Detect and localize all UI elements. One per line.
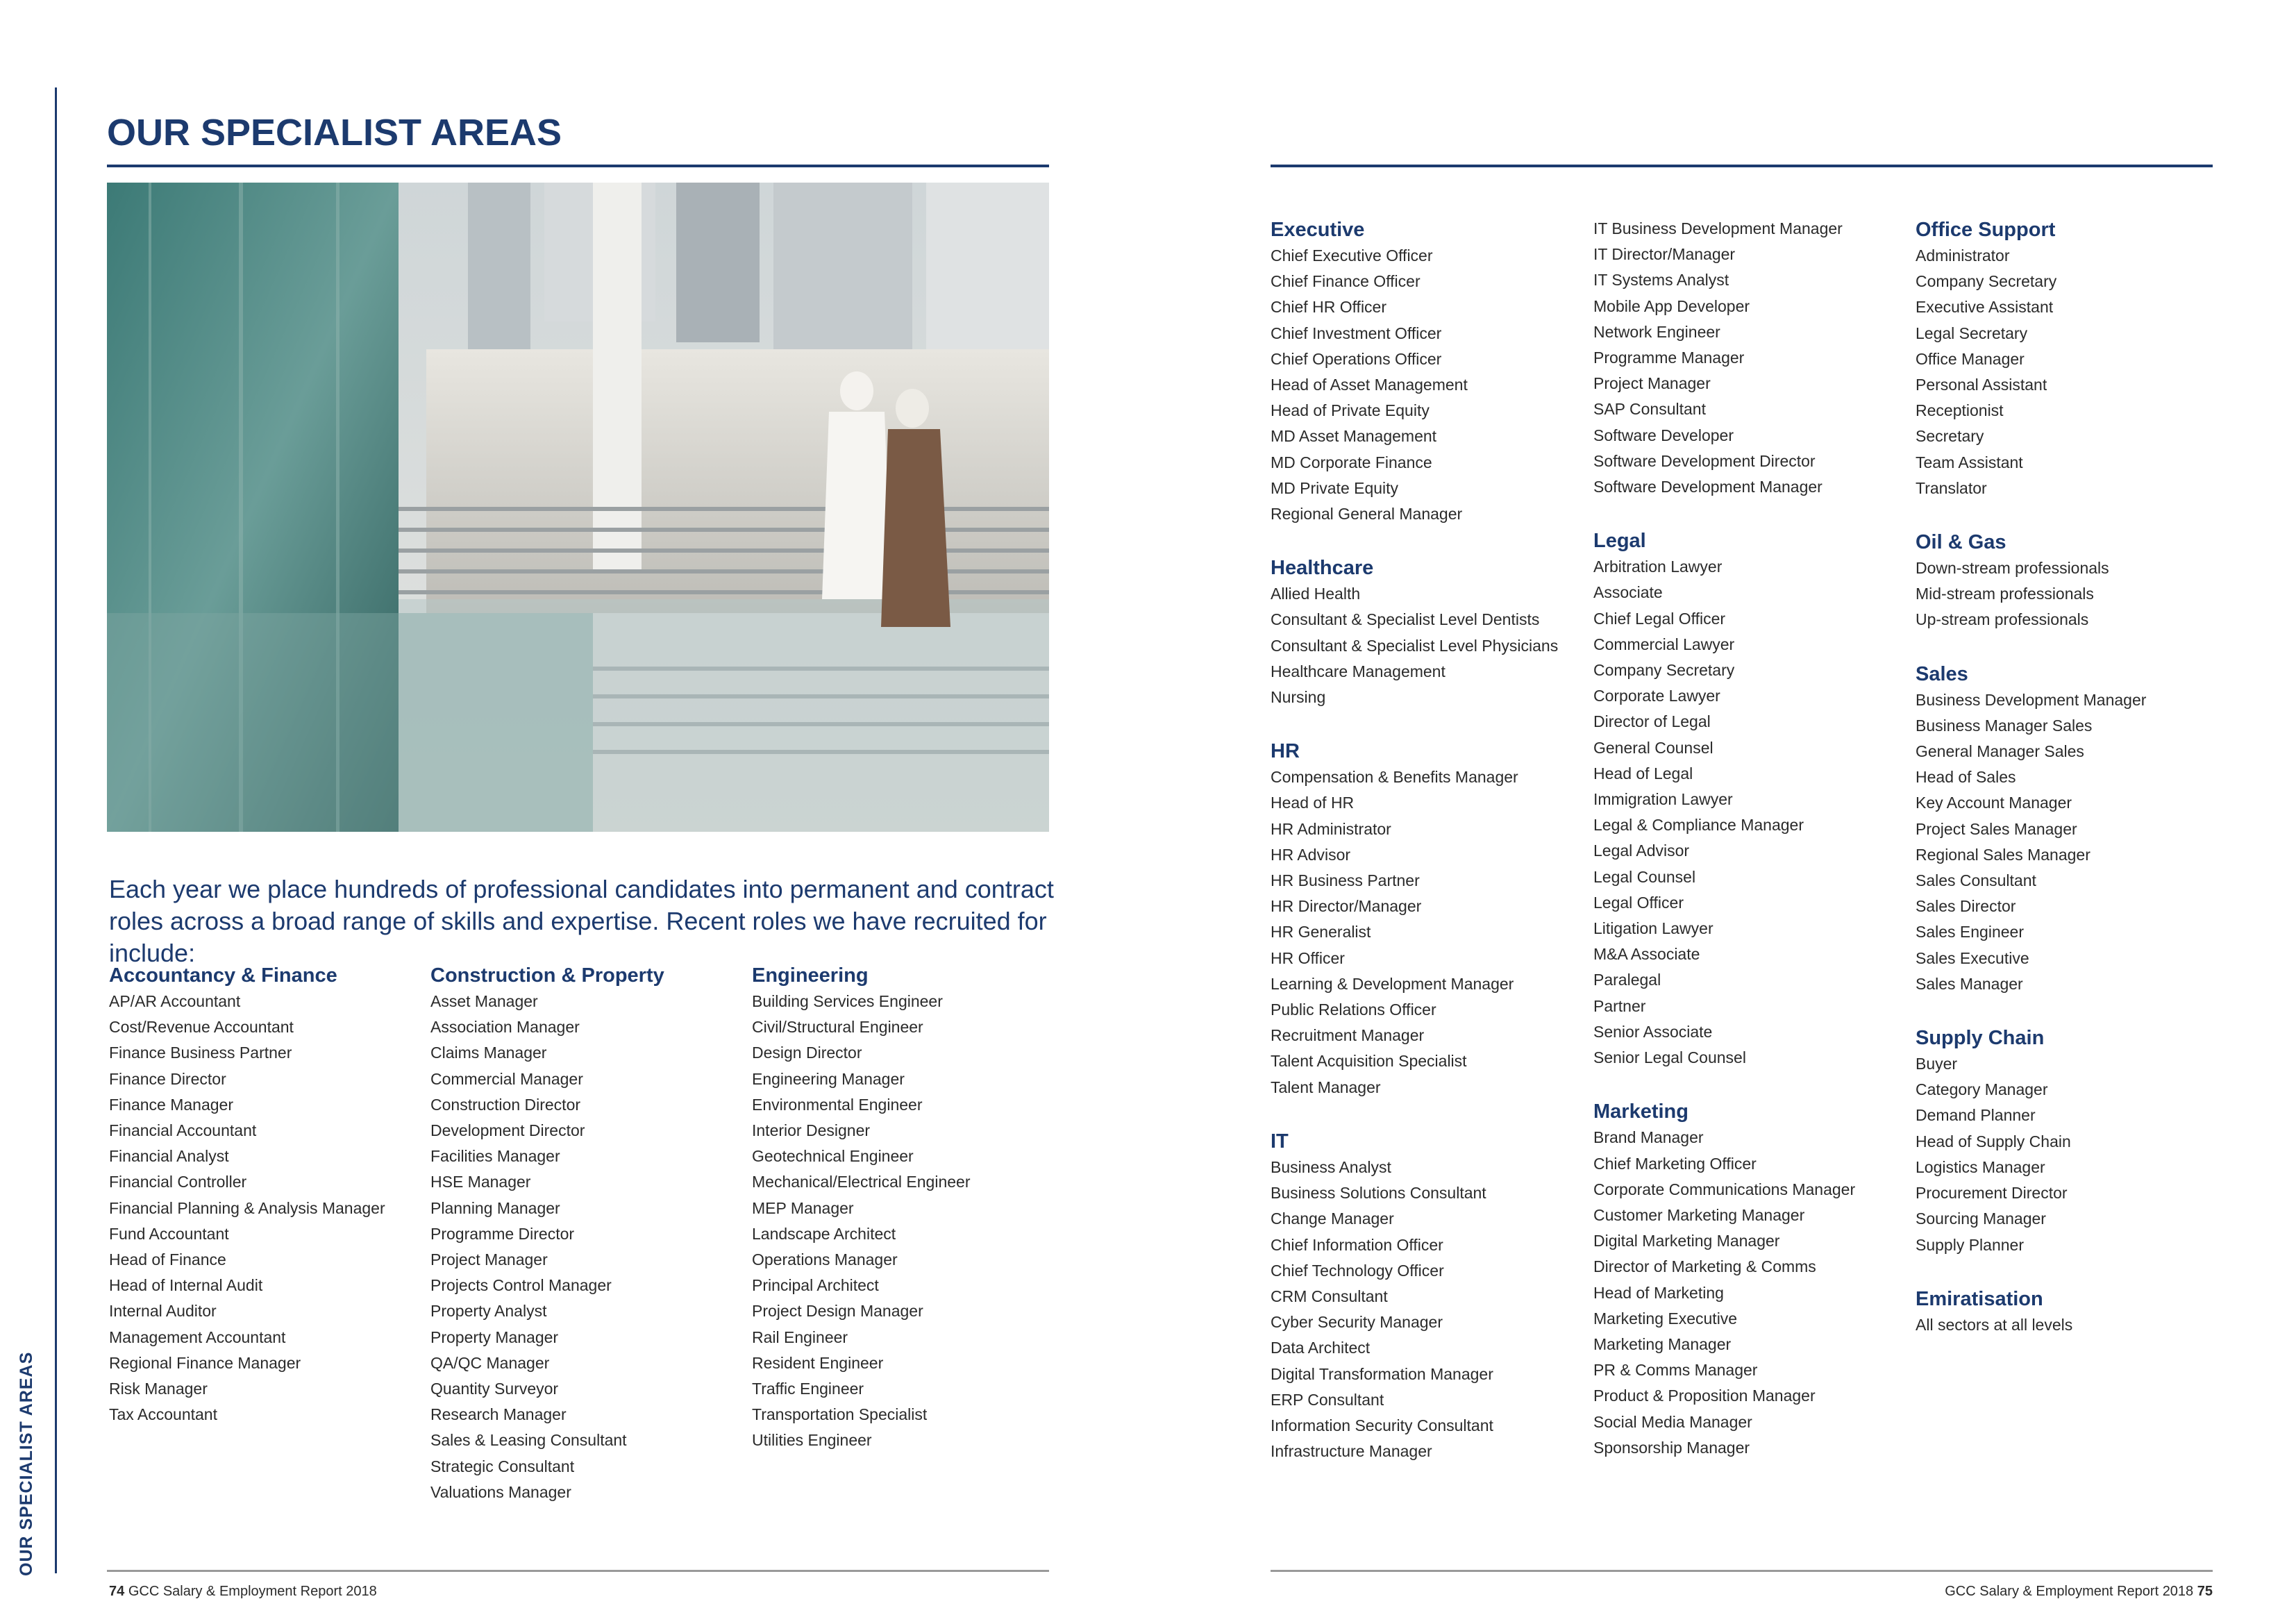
role-list [1916, 687, 2228, 997]
role-list [430, 989, 743, 1505]
list-item: Traffic Engineer [752, 1380, 864, 1398]
list-item: Business Analyst [1271, 1157, 1391, 1176]
list-item: ERP Consultant [1271, 1390, 1384, 1409]
list-item: Learning & Development Manager [1271, 974, 1514, 993]
list-item: Recruitment Manager [1271, 1026, 1425, 1045]
list-item: Translator [1916, 478, 1987, 497]
list-item: Sales & Leasing Consultant [430, 1431, 627, 1450]
list-item: Regional Finance Manager [109, 1353, 301, 1372]
list-item: HR Director/Manager [1271, 897, 1422, 916]
list-item: IT Business Development Manager [1593, 219, 1843, 237]
list-item: Strategic Consultant [430, 1457, 575, 1475]
list-item: Mid-stream professionals [1916, 585, 2094, 603]
list-item: Executive Assistant [1916, 298, 2054, 317]
list-item: Customer Marketing Manager [1593, 1205, 1805, 1224]
list-item: Research Manager [430, 1405, 567, 1424]
list-item: MEP Manager [752, 1198, 854, 1217]
list-item: Finance Manager [109, 1095, 233, 1114]
list-item: MD Asset Management [1271, 427, 1437, 446]
list-item: Commercial Manager [430, 1069, 583, 1088]
section-title: IT [1271, 1130, 1289, 1153]
list-item: Head of Sales [1916, 768, 2016, 787]
section-title: Sales [1916, 662, 1968, 685]
list-item: Director of Legal [1593, 712, 1711, 731]
list-item: Commercial Lawyer [1593, 635, 1735, 653]
list-item: Cost/Revenue Accountant [109, 1018, 294, 1037]
list-item: Infrastructure Manager [1271, 1442, 1432, 1461]
list-item: Healthcare Management [1271, 662, 1446, 680]
list-item: Corporate Lawyer [1593, 687, 1720, 705]
list-item: Receptionist [1916, 401, 2004, 420]
page-number-left: 74 [109, 1584, 125, 1599]
role-list [1271, 1155, 1583, 1464]
list-item: General Manager Sales [1916, 742, 2084, 761]
role-list [1916, 1312, 2228, 1338]
list-item: Head of Internal Audit [109, 1276, 263, 1295]
list-item: Design Director [752, 1044, 862, 1062]
list-item: Marketing Executive [1593, 1309, 1738, 1328]
list-item: Management Accountant [109, 1328, 286, 1346]
list-item: Digital Marketing Manager [1593, 1232, 1780, 1250]
list-item: Finance Business Partner [109, 1044, 292, 1062]
list-item: Talent Acquisition Specialist [1271, 1052, 1467, 1071]
list-item: General Counsel [1593, 738, 1713, 757]
list-item: Buyer [1916, 1055, 1958, 1073]
page-title: OUR SPECIALIST AREAS [107, 112, 562, 153]
list-item: Litigation Lawyer [1593, 919, 1713, 938]
section-title: Supply Chain [1916, 1027, 2045, 1050]
section-emiratisation [1916, 1286, 2228, 1338]
role-list [752, 989, 1064, 1454]
list-item: MD Private Equity [1271, 478, 1399, 497]
list-item: Chief Executive Officer [1271, 246, 1433, 265]
list-item: Sales Executive [1916, 948, 2029, 967]
list-item: Legal Advisor [1593, 842, 1690, 860]
section-title: Construction & Property [430, 964, 664, 987]
list-item: Programme Director [430, 1224, 575, 1243]
list-item: IT Systems Analyst [1593, 271, 1729, 290]
list-item: Projects Control Manager [430, 1276, 612, 1295]
section-title: HR [1271, 740, 1300, 763]
list-item: Chief Finance Officer [1271, 272, 1421, 291]
list-item: Team Assistant [1916, 453, 2023, 471]
list-item: Procurement Director [1916, 1184, 2068, 1203]
list-item: Consultant & Specialist Level Physicians [1271, 636, 1559, 655]
list-item: Chief Marketing Officer [1593, 1154, 1757, 1173]
section-supply-chain [1916, 1025, 2228, 1258]
section-title: Legal [1593, 530, 1646, 553]
list-item: QA/QC Manager [430, 1353, 550, 1372]
list-item: Partner [1593, 996, 1646, 1015]
list-item: Product & Proposition Manager [1593, 1387, 1816, 1405]
list-item: Principal Architect [752, 1276, 879, 1295]
list-item: Consultant & Specialist Level Dentists [1271, 610, 1540, 629]
list-item: Sales Manager [1916, 974, 2023, 993]
role-list [1271, 581, 1583, 710]
section-hr [1271, 738, 1583, 1100]
section-title: Oil & Gas [1916, 531, 2006, 554]
section-sales [1916, 661, 2228, 997]
section-construction-property [430, 962, 743, 1505]
list-item: Chief Technology Officer [1271, 1261, 1444, 1280]
footer-report-right: GCC Salary & Employment Report 2018 [1945, 1584, 2194, 1599]
list-item: Head of HR [1271, 794, 1355, 812]
list-item: Regional General Manager [1271, 505, 1463, 524]
role-list [1271, 764, 1583, 1100]
list-item: Project Manager [430, 1250, 548, 1269]
list-item: Paralegal [1593, 971, 1661, 989]
list-item: HR Advisor [1271, 845, 1351, 864]
list-item: Logistics Manager [1916, 1157, 2045, 1176]
list-item: Allied Health [1271, 585, 1361, 603]
list-item: Senior Associate [1593, 1022, 1713, 1041]
section-healthcare [1271, 555, 1583, 710]
list-item: Valuations Manager [430, 1482, 571, 1501]
list-item: Supply Planner [1916, 1235, 2024, 1254]
list-item: Data Architect [1271, 1339, 1371, 1357]
list-item: Social Media Manager [1593, 1412, 1752, 1431]
column-3 [752, 962, 1064, 1482]
list-item: Mechanical/Electrical Engineer [752, 1173, 971, 1191]
list-item: Quantity Surveyor [430, 1380, 559, 1398]
list-item: Change Manager [1271, 1209, 1394, 1228]
column-2 [430, 962, 743, 1533]
list-item: M&A Associate [1593, 945, 1700, 964]
list-item: Chief HR Officer [1271, 298, 1387, 317]
column-5 [1593, 216, 1906, 1489]
list-item: Administrator [1916, 246, 2010, 265]
list-item: Project Design Manager [752, 1302, 923, 1321]
section-it [1271, 1128, 1583, 1464]
column-6 [1916, 217, 2228, 1366]
list-item: Software Development Director [1593, 451, 1816, 470]
list-item: IT Director/Manager [1593, 245, 1736, 264]
footer-right [1945, 1584, 2213, 1600]
list-item: Category Manager [1916, 1080, 2048, 1099]
list-item: Office Manager [1916, 349, 2025, 368]
role-list [1916, 555, 2228, 633]
list-item: Chief Operations Officer [1271, 349, 1442, 368]
list-item: Head of Private Equity [1271, 401, 1430, 420]
list-item: Business Solutions Consultant [1271, 1184, 1486, 1203]
section-title: Engineering [752, 964, 869, 987]
list-item: Legal Secretary [1916, 324, 2028, 342]
list-item: AP/AR Accountant [109, 992, 241, 1010]
list-item: PR & Comms Manager [1593, 1361, 1758, 1380]
list-item: Property Analyst [430, 1302, 547, 1321]
list-item: Finance Director [109, 1069, 226, 1088]
section-title: Office Support [1916, 219, 2056, 241]
list-item: Immigration Lawyer [1593, 790, 1733, 809]
role-list [1916, 1051, 2228, 1258]
page-number-right: 75 [2197, 1584, 2213, 1599]
list-item: HR Business Partner [1271, 871, 1420, 890]
list-item: Corporate Communications Manager [1593, 1180, 1856, 1198]
list-item: Financial Controller [109, 1173, 247, 1191]
role-list [1271, 243, 1583, 527]
list-item: Legal Counsel [1593, 867, 1696, 886]
right-bottom-rule [1271, 1570, 2213, 1572]
list-item: Asset Manager [430, 992, 538, 1010]
list-item: Claims Manager [430, 1044, 547, 1062]
section-title: Marketing [1593, 1100, 1689, 1123]
list-item: Talent Manager [1271, 1078, 1381, 1096]
side-rule [55, 87, 57, 1573]
list-item: Down-stream professionals [1916, 559, 2109, 578]
section-marketing [1593, 1098, 1906, 1461]
list-item: Chief Legal Officer [1593, 609, 1726, 628]
left-top-rule [107, 165, 1049, 167]
list-item: Nursing [1271, 688, 1326, 707]
list-item: Association Manager [430, 1018, 580, 1037]
list-item: Sourcing Manager [1916, 1209, 2046, 1228]
section-title: Accountancy & Finance [109, 964, 337, 987]
list-item: Building Services Engineer [752, 992, 943, 1010]
list-item: Digital Transformation Manager [1271, 1364, 1493, 1383]
role-list [1916, 243, 2228, 501]
list-item: Interior Designer [752, 1121, 871, 1140]
list-item: Legal Officer [1593, 893, 1684, 912]
list-item: Sales Director [1916, 897, 2016, 916]
section-title: Emiratisation [1916, 1287, 2043, 1310]
list-item: Legal & Compliance Manager [1593, 816, 1804, 835]
role-list [1593, 216, 1906, 500]
list-item: Civil/Structural Engineer [752, 1018, 923, 1037]
list-item: Fund Accountant [109, 1224, 229, 1243]
list-item: Property Manager [430, 1328, 559, 1346]
list-item: CRM Consultant [1271, 1287, 1388, 1305]
list-item: Chief Information Officer [1271, 1235, 1443, 1254]
role-list [1593, 1125, 1906, 1461]
list-item: Regional Sales Manager [1916, 845, 2090, 864]
list-item: Operations Manager [752, 1250, 898, 1269]
list-item: Facilities Manager [430, 1147, 560, 1166]
list-item: Sponsorship Manager [1593, 1438, 1750, 1457]
footer-report-left: GCC Salary & Employment Report 2018 [128, 1584, 377, 1599]
role-list [109, 989, 421, 1428]
list-item: Head of Legal [1593, 764, 1693, 782]
list-item: SAP Consultant [1593, 400, 1706, 419]
list-item: Financial Planning & Analysis Manager [109, 1198, 385, 1217]
list-item: Head of Finance [109, 1250, 226, 1269]
list-item: Utilities Engineer [752, 1431, 872, 1450]
list-item: Network Engineer [1593, 322, 1720, 341]
footer-left [109, 1584, 377, 1600]
list-item: Financial Accountant [109, 1121, 257, 1140]
list-item: HSE Manager [430, 1173, 531, 1191]
list-item: Company Secretary [1593, 661, 1735, 680]
list-item: Project Manager [1593, 374, 1711, 393]
list-item: Demand Planner [1916, 1106, 2036, 1125]
list-item: Rail Engineer [752, 1328, 848, 1346]
section-accountancy-finance [109, 962, 421, 1428]
intro-text: Each year we place hundreds of professional candidates into permanent and contract roles across a broad range of skills and expertise. Recent roles we have recruited for include: [109, 875, 1054, 967]
list-item: Associate [1593, 583, 1663, 602]
list-item: Brand Manager [1593, 1128, 1704, 1147]
list-item: Risk Manager [109, 1380, 208, 1398]
list-item: Personal Assistant [1916, 376, 2047, 394]
list-item: Environmental Engineer [752, 1095, 923, 1114]
list-item: Planning Manager [430, 1198, 560, 1217]
section-legal [1593, 528, 1906, 1071]
list-item: Secretary [1916, 427, 1984, 446]
section-executive [1271, 217, 1583, 527]
list-item: Internal Auditor [109, 1302, 217, 1321]
list-item: Financial Analyst [109, 1147, 229, 1166]
list-item: All sectors at all levels [1916, 1315, 2073, 1334]
list-item: Tax Accountant [109, 1405, 217, 1424]
right-top-rule [1271, 165, 2213, 167]
list-item: Programme Manager [1593, 349, 1745, 367]
list-item: Transportation Specialist [752, 1405, 928, 1424]
list-item: Information Security Consultant [1271, 1416, 1493, 1434]
list-item: MD Corporate Finance [1271, 453, 1432, 471]
list-item: Software Development Manager [1593, 478, 1822, 496]
list-item: Head of Marketing [1593, 1283, 1724, 1302]
list-item: Resident Engineer [752, 1353, 884, 1372]
list-item: Head of Asset Management [1271, 376, 1468, 394]
side-label: OUR SPECIALIST AREAS [17, 1351, 36, 1576]
list-item: Construction Director [430, 1095, 581, 1114]
section-office-support [1916, 217, 2228, 501]
list-item: Project Sales Manager [1916, 819, 2077, 838]
list-item: Company Secretary [1916, 272, 2057, 291]
section-title: Healthcare [1271, 557, 1374, 580]
list-item: Key Account Manager [1916, 794, 2072, 812]
list-item: Director of Marketing & Comms [1593, 1257, 1816, 1276]
list-item: HR Officer [1271, 948, 1345, 967]
list-item: Business Development Manager [1916, 690, 2147, 709]
list-item: Senior Legal Counsel [1593, 1048, 1746, 1067]
list-item: Arbitration Lawyer [1593, 558, 1723, 576]
list-item: Sales Consultant [1916, 871, 2036, 890]
list-item: Development Director [430, 1121, 585, 1140]
list-item: Cyber Security Manager [1271, 1313, 1443, 1332]
column-1 [109, 962, 421, 1455]
list-item: Public Relations Officer [1271, 1001, 1436, 1019]
list-item: Head of Supply Chain [1916, 1132, 2071, 1150]
left-bottom-rule [107, 1570, 1049, 1572]
list-item: Geotechnical Engineer [752, 1147, 914, 1166]
list-item: Software Developer [1593, 426, 1734, 444]
list-item: Chief Investment Officer [1271, 324, 1442, 342]
list-item: Engineering Manager [752, 1069, 905, 1088]
hero-photo [107, 183, 1049, 832]
list-item: HR Generalist [1271, 923, 1371, 941]
list-item: Up-stream professionals [1916, 610, 2089, 629]
list-item: Compensation & Benefits Manager [1271, 768, 1518, 787]
section-title: Executive [1271, 219, 1365, 241]
section-oil-gas [1916, 529, 2228, 633]
list-item: HR Administrator [1271, 819, 1391, 838]
list-item: Mobile App Developer [1593, 296, 1750, 315]
list-item: Marketing Manager [1593, 1334, 1732, 1353]
section-it-continued [1593, 216, 1906, 500]
section-engineering [752, 962, 1064, 1454]
list-item: Sales Engineer [1916, 923, 2024, 941]
column-4 [1271, 217, 1583, 1492]
list-item: Landscape Architect [752, 1224, 896, 1243]
role-list [1593, 554, 1906, 1071]
list-item: Business Manager Sales [1916, 716, 2093, 735]
